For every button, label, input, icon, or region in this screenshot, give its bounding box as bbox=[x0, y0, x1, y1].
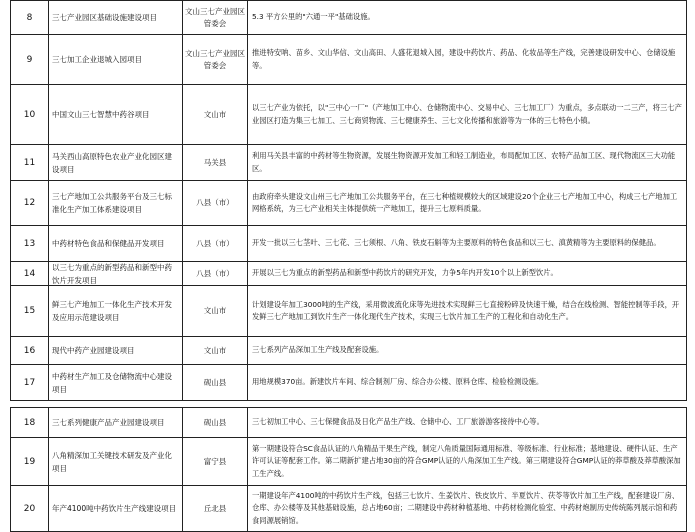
table-row bbox=[0, 261, 695, 285]
row-number-text: 15 bbox=[23, 306, 36, 316]
project-content bbox=[247, 34, 687, 84]
row-number-text: 13 bbox=[23, 238, 36, 249]
row-number-text: 12 bbox=[23, 198, 36, 208]
project-name bbox=[48, 437, 182, 485]
project-name-text: 三七产业园区基础设施建设项目 bbox=[52, 13, 157, 22]
project-location bbox=[182, 0, 247, 34]
row-number-text: 18 bbox=[23, 417, 36, 428]
row-number bbox=[10, 407, 48, 437]
project-name-text: 三七产地加工公共服务平台及三七标准化生产加工体系建设项目 bbox=[52, 192, 172, 214]
table-row bbox=[0, 336, 695, 364]
project-content bbox=[247, 144, 687, 180]
project-name-text: 以三七为重点的新型药品和新型中药饮片开发项目 bbox=[52, 262, 172, 285]
project-content bbox=[247, 0, 687, 34]
row-number-text: 11 bbox=[23, 157, 36, 168]
project-location bbox=[182, 180, 247, 225]
project-content-text: 用地规模370亩。新建饮片车间、综合制剂厂房、综合办公楼、原料仓库、检验检测设施。 bbox=[252, 377, 544, 387]
project-content-text: 利用马关县丰富的中药材等生物资源，发展生物资源开发加工和轻工制造业，布局配加工区、农特产品加工区、现代物流区三大功能区。 bbox=[252, 151, 676, 173]
project-location-text: 八县（市） bbox=[196, 198, 234, 207]
table-row bbox=[0, 407, 695, 437]
project-location bbox=[182, 34, 247, 84]
table-row bbox=[0, 144, 695, 180]
project-location bbox=[182, 144, 247, 180]
table-row bbox=[0, 364, 695, 401]
project-name bbox=[48, 336, 182, 364]
project-name-text: 年产4100吨中药饮片生产线建设项目 bbox=[52, 504, 177, 513]
project-name bbox=[48, 225, 182, 261]
row-number bbox=[10, 0, 48, 34]
project-name bbox=[48, 84, 182, 144]
row-number-text: 17 bbox=[23, 377, 36, 388]
project-location bbox=[182, 225, 247, 261]
project-content bbox=[247, 336, 687, 364]
project-name bbox=[48, 34, 182, 84]
project-location bbox=[182, 84, 247, 144]
project-name bbox=[48, 407, 182, 437]
project-name-text: 三七加工企业退城入园项目 bbox=[52, 55, 142, 64]
project-content bbox=[247, 84, 687, 144]
project-name bbox=[48, 0, 182, 34]
table-row bbox=[0, 34, 695, 84]
table-row bbox=[0, 84, 695, 144]
project-content bbox=[247, 485, 687, 532]
project-content-text: 5.3 平方公里的"六通一平"基础设施。 bbox=[252, 12, 375, 22]
row-number-text: 9 bbox=[26, 54, 33, 65]
project-content-text: 由政府牵头建设文山州三七产地加工公共服务平台，在三七种植规模较大的区域建设20个企业三七产地加工中心，构成三七产地加工网格系统，为三七产业相关主体提供统一产地加工，提升三七原料质量。 bbox=[252, 191, 678, 213]
row-number-text: 8 bbox=[26, 12, 33, 23]
table-row bbox=[0, 485, 695, 532]
project-content bbox=[247, 437, 687, 485]
project-location-text: 八县（市） bbox=[196, 268, 234, 278]
project-content-text: 一期建设年产4100吨的中药饮片生产线，包括三七饮片、生姜饮片、铁皮饮片、半夏饮片、茯苓等饮片加工生产线，配套建设厂房、仓库、办公楼等及其他基础设施，总占地60亩；二期建设中药材种植基地、中药材检测化验室、中药材炮制历史传统陈列展示馆和药食同源展销馆。 bbox=[252, 490, 680, 525]
project-location-text: 丘北县 bbox=[203, 503, 227, 513]
row-number bbox=[10, 225, 48, 261]
project-location-text: 马关县 bbox=[203, 157, 227, 167]
row-number bbox=[10, 437, 48, 485]
row-number bbox=[10, 364, 48, 401]
project-content-text: 第一期建设符合SC食品认证的八角精品干果生产线，制定八角质量国际通用标准、等级标准、行业标准；基地建设、硬件认证、生产许可认证等配套工作。第二期新扩建占地30亩的符合GMP认证的八角深加工生产线。第三期建设符合GMP认证的莽草酸及莽草酸深加工生产线。 bbox=[252, 443, 681, 478]
project-name-text: 中国文山三七智慧中药谷项目 bbox=[52, 110, 150, 119]
project-location-text: 砚山县 bbox=[203, 417, 227, 427]
row-number-text: 16 bbox=[23, 345, 36, 356]
table-row bbox=[0, 437, 695, 485]
project-content-text: 三七系列产品深加工生产线及配套设施。 bbox=[252, 345, 384, 355]
project-content-text: 计划建设年加工3000吨的生产线，采用微波流化床等先进技术实现鲜三七直接粉碎及快速干燥，结合在线检测、智能控制等手段，开发鲜三七产地加工到饮片生产一体化现代生产技术，实现三七饮片加工生产的工程化和自动化生产。 bbox=[252, 299, 680, 321]
project-name-text: 八角精深加工关键技术研发及产业化项目 bbox=[52, 450, 172, 473]
project-location bbox=[182, 285, 247, 336]
row-number bbox=[10, 285, 48, 336]
table-row bbox=[0, 225, 695, 261]
project-name-text: 中药材生产加工及仓储物流中心建设项目 bbox=[52, 371, 172, 394]
project-content bbox=[247, 225, 687, 261]
project-location bbox=[182, 364, 247, 401]
project-name-text: 鲜三七产地加工一体化生产技术开发及应用示范建设项目 bbox=[52, 300, 172, 322]
project-location-text: 八县（市） bbox=[196, 238, 234, 248]
row-number-text: 19 bbox=[23, 456, 36, 467]
row-number-text: 20 bbox=[23, 503, 36, 514]
project-content bbox=[247, 364, 687, 401]
project-content-text: 推进特安呐、苗乡、文山华信、文山高田、人盛花退城入园，建设中药饮片、药品、化妆品等生产线，完善建设研发中心、仓储设施等。 bbox=[252, 48, 676, 70]
project-content-text: 开展以三七为重点的新型药品和新型中药饮片的研究开发，力争5年内开发10个以上新型饮片。 bbox=[252, 268, 558, 278]
project-name bbox=[48, 364, 182, 401]
project-name-text: 马关西山高原特色农业产业化园区建设项目 bbox=[52, 151, 172, 174]
row-number bbox=[10, 180, 48, 225]
project-name bbox=[48, 180, 182, 225]
project-location-text: 文山三七产业园区管委会 bbox=[185, 48, 245, 70]
project-location-text: 文山三七产业园区管委会 bbox=[185, 6, 245, 28]
project-content bbox=[247, 407, 687, 437]
project-content-text: 开发一批以三七茎叶、三七花、三七须根、八角、铁皮石斛等为主要原料的特色食品和以三七、滇黄精等为主要原料的保健品。 bbox=[252, 238, 661, 248]
project-content-text: 以三七产业为依托，以"三中心一厂"（产地加工中心、仓储物流中心、交易中心、三七加工厂）为重点，多点联动一二三产，将三七产业园区打造为集三七加工、三七商贸物流、三七健康养生、三七文化传播和旅游等为一体的三七特色小镇。 bbox=[252, 103, 682, 125]
project-name bbox=[48, 485, 182, 532]
project-location-text: 富宁县 bbox=[203, 456, 227, 466]
project-name bbox=[48, 144, 182, 180]
project-location bbox=[182, 437, 247, 485]
project-content-text: 三七初加工中心、三七保健食品及日化产品生产线、仓储中心、工厂旅游游客接待中心等。 bbox=[252, 417, 544, 427]
project-location-text: 文山市 bbox=[203, 345, 227, 355]
project-name bbox=[48, 261, 182, 285]
project-location bbox=[182, 407, 247, 437]
project-content bbox=[247, 285, 687, 336]
row-number bbox=[10, 34, 48, 84]
project-location bbox=[182, 261, 247, 285]
row-number bbox=[10, 144, 48, 180]
project-name-text: 现代中药产业园建设项目 bbox=[52, 346, 135, 355]
row-number bbox=[10, 485, 48, 532]
row-number bbox=[10, 336, 48, 364]
project-location-text: 文山市 bbox=[203, 306, 227, 315]
project-name-text: 三七系列健康产品产业园建设项目 bbox=[52, 418, 165, 427]
row-number-text: 10 bbox=[23, 109, 36, 120]
project-location-text: 砚山县 bbox=[203, 377, 227, 387]
table-row bbox=[0, 0, 695, 34]
project-location bbox=[182, 485, 247, 532]
project-content bbox=[247, 261, 687, 285]
row-number bbox=[10, 261, 48, 285]
table-row bbox=[0, 180, 695, 225]
project-content bbox=[247, 180, 687, 225]
project-name bbox=[48, 285, 182, 336]
row-number bbox=[10, 84, 48, 144]
project-location bbox=[182, 336, 247, 364]
project-location-text: 文山市 bbox=[203, 109, 227, 119]
row-number-text: 14 bbox=[23, 268, 36, 279]
project-name-text: 中药材特色食品和保健品开发项目 bbox=[52, 239, 165, 248]
table-row bbox=[0, 285, 695, 336]
